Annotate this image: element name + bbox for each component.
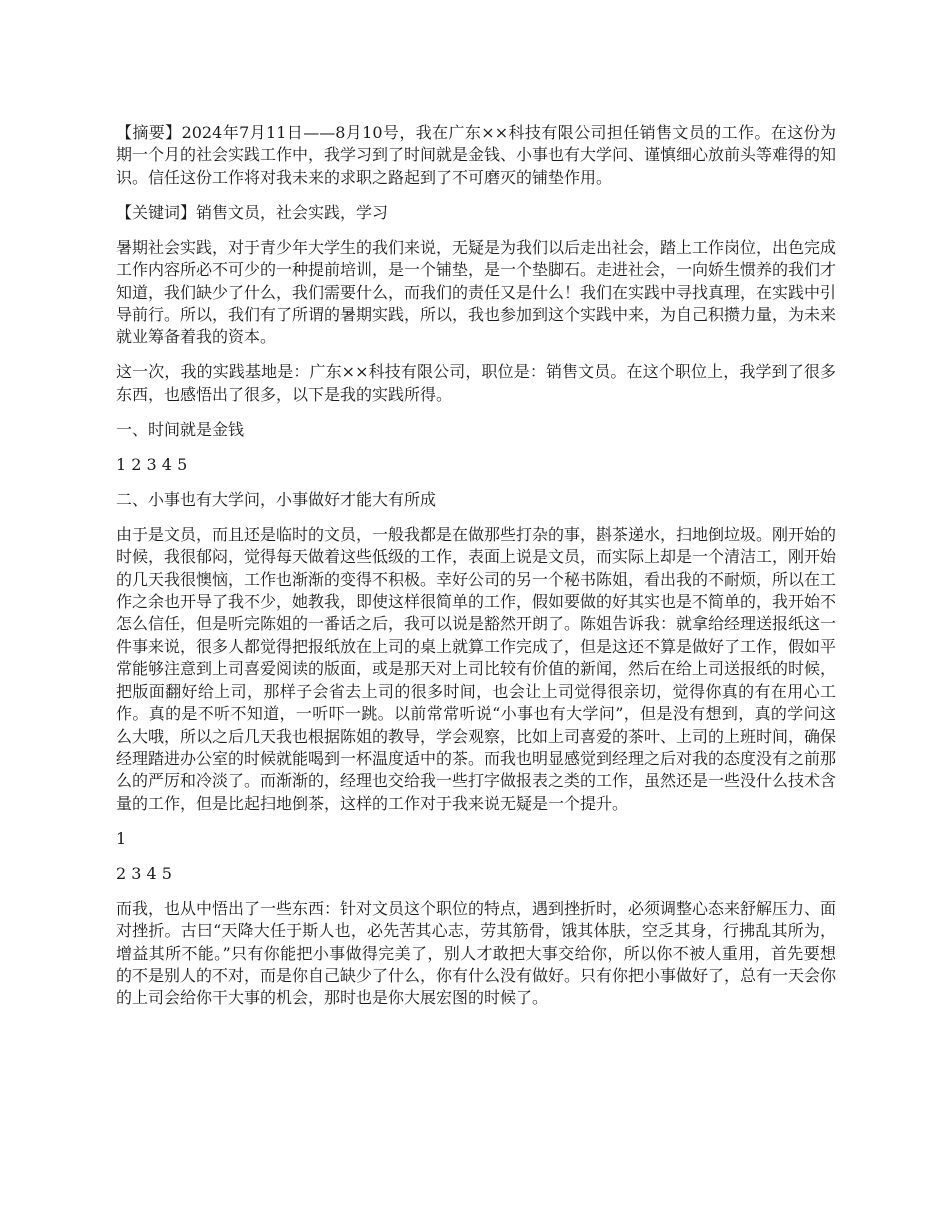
placeholder-number-single: 1 [116,828,127,848]
section-heading-small-things: 二、小事也有大学问，小事做好才能大有所成 [116,489,437,509]
placeholder-numbers: 1 2 3 4 5 [116,454,188,474]
document-page [116,122,836,1022]
section-body-paragraph: 由于是文员，而且还是临时的文员，一般我都是在做那些打杂的事，斟茶递水，扫地倒垃圾。刚开始的时候，我很郁闷，觉得每天做着这些低级的工作，表面上说是文员，而实际上却是一个清洁工，刚开始的几天我很懊恼，工作也渐渐的变得不积极。幸好公司的另一个秘书陈姐，看出我的不耐烦，所以在工作之余也开导了我不少，她教我，即使这样很简单的工作，假如要做的好其实也是不简单的，我开始不怎么信任，但是听完陈姐的一番话之后，我可以说是豁然开朗了。陈姐告诉我：就拿给经理送报纸这一件事来说，很多人都觉得把报纸放在上司的桌上就算工作完成了，但是这还不算是做好了工作，假如平常能够注意到上司喜爱阅读的版面，或是那天对上司比较有价值的新闻，然后在给上司送报纸的时候，把版面翻好给上司，那样子会省去上司的很多时间，也会让上司觉得很亲切，觉得你真的有在用心工作。真的是不听不知道，一听吓一跳。以前常常听说“小事也有大学问”，但是没有想到，真的学问这么大哦，所以之后几天我也根据陈姐的教导，学会观察，比如上司喜爱的茶叶、上司的上班时间，确保经理踏进办公室的时候就能喝到一杯温度适中的茶。而我也明显感觉到经理之后对我的态度没有之前那么的严厉和冷淡了。而渐渐的，经理也交给我一些打字做报表之类的工作，虽然还是一些没什么技术含量的工作，但是比起扫地倒茶，这样的工作对于我来说无疑是一个提升。 [116,524,837,813]
abstract-paragraph: 【摘要】2024年7月11日——8月10号，我在广东××科技有限公司担任销售文员的工作。在这份为期一个月的社会实践工作中，我学习到了时间就是金钱、小事也有大学问、谨慎细心放前头等难得的知识。信任这份工作将对我未来的求职之路起到了不可磨灭的铺垫作用。 [116,123,837,187]
intro-paragraph: 暑期社会实践，对于青少年大学生的我们来说，无疑是为我们以后走出社会，踏上工作岗位，出色完成工作内容所必不可少的一种提前培训，是一个铺垫，是一个垫脚石。走进社会，一向娇生惯养的我们才知道，我们缺少了什么，我们需要什么，而我们的责任又是什么！我们在实践中寻找真理，在实践中引导前行。所以，我们有了所谓的暑期实践，所以，我也参加到这个实践中来，为自己积攒力量，为未来就业筹备着我的资本。 [116,237,837,347]
conclusion-paragraph: 而我，也从中悟出了一些东西：针对文员这个职位的特点，遇到挫折时，必须调整心态来舒解压力、面对挫折。古曰“天降大任于斯人也，必先苦其心志，劳其筋骨，饿其体肤，空乏其身，行拂乱其所为，增益其所不能。”只有你能把小事做得完美了，别人才敢把大事交给你，所以你不被人重用，首先要想的不是别人的不对，而是你自己缺少了什么，你有什么没有做好。只有你把小事做好了，总有一天会你的上司会给你干大事的机会，那时也是你大展宏图的时候了。 [116,898,837,1008]
practice-base-paragraph: 这一次，我的实践基地是：广东××科技有限公司，职位是：销售文员。在这个职位上，我学到了很多东西，也感悟出了很多，以下是我的实践所得。 [116,362,836,404]
keywords-paragraph: 【关键词】销售文员，社会实践，学习 [116,202,389,222]
placeholder-numbers-rest: 2 3 4 5 [116,863,172,883]
section-heading-time: 一、时间就是金钱 [116,419,245,439]
